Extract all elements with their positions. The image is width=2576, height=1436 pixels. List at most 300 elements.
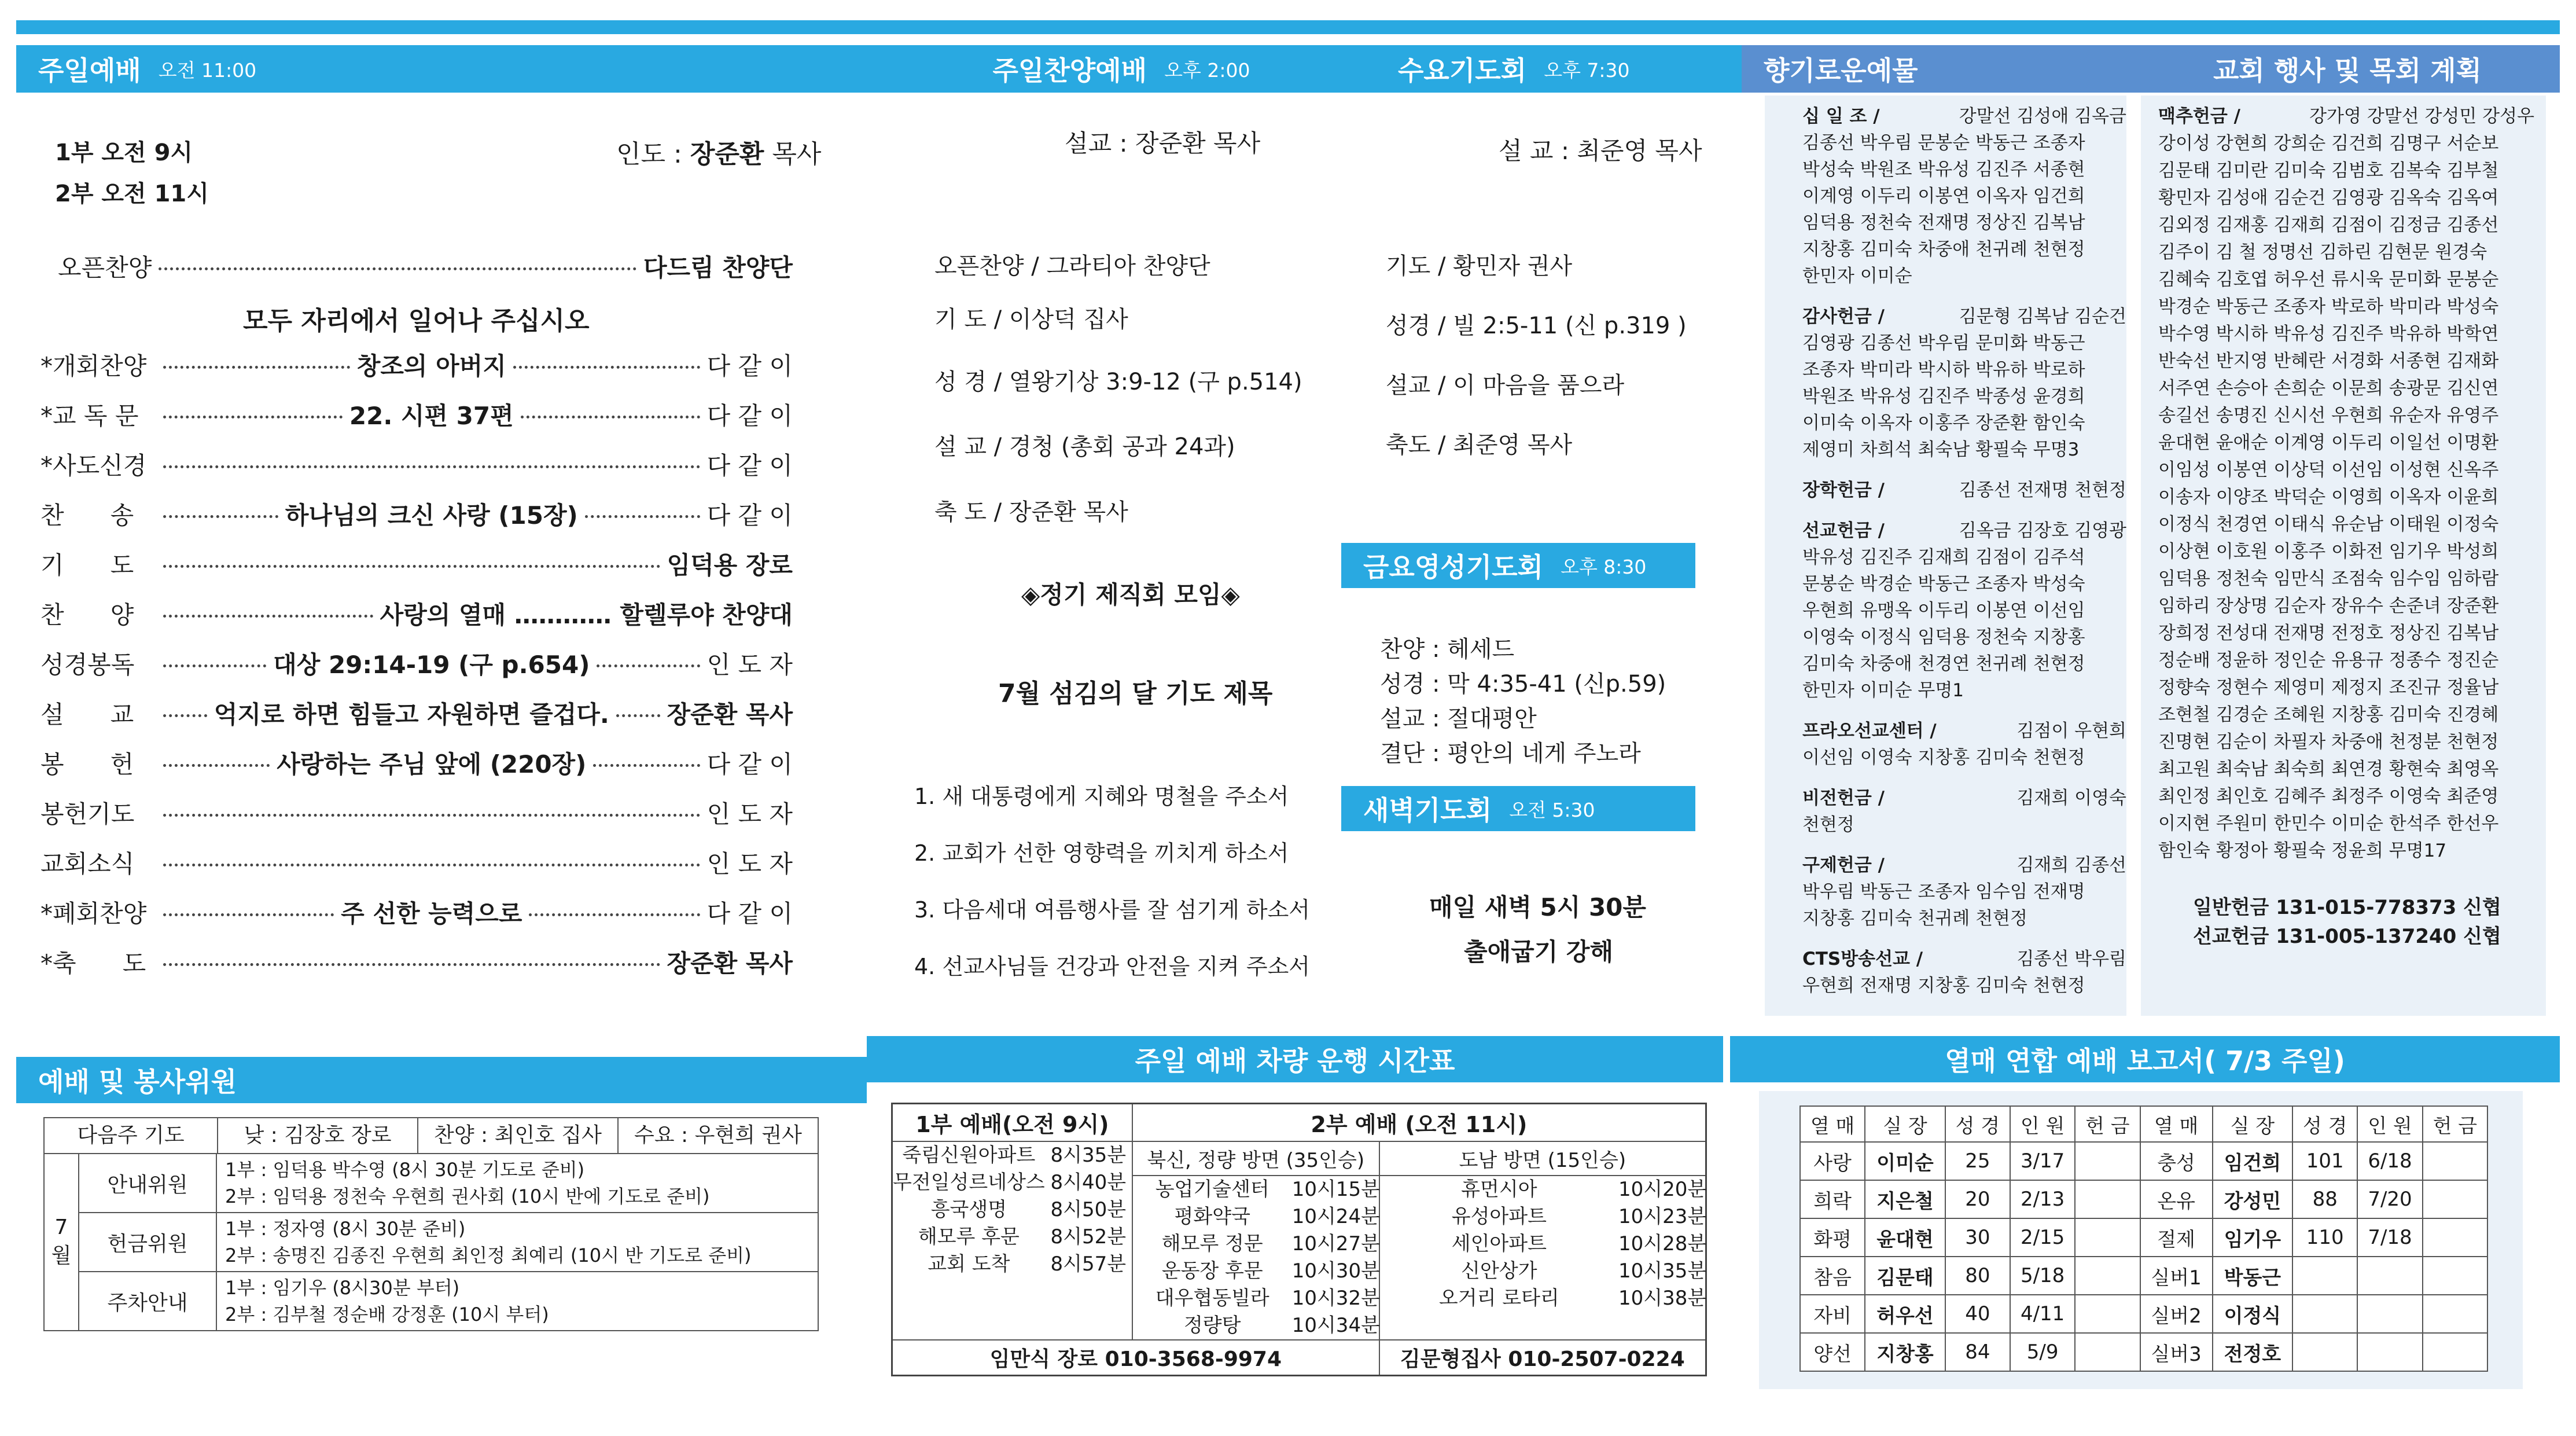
report-cell: 2/13 [2010,1180,2075,1218]
opening-praise-label: 오픈찬양 [58,254,152,282]
bus-second-service-header: 2부 예배 (오전 11시) [1132,1104,1706,1142]
report-cell: 박동근 [2213,1257,2292,1295]
offering-type: 장학헌금 / [1802,480,1885,501]
dawn-schedule: 매일 새벽 5시 30분 [1429,893,1646,921]
bus-stop [1133,1285,1379,1312]
dawn-prayer-header [1341,786,1695,831]
bus-stop-time: 10시35분 [1618,1259,1707,1283]
offering-donors: 이미숙 이옥자 이홍주 장준환 함인숙 [1802,413,2085,434]
report-cell: 참음 [1800,1257,1865,1295]
friday-item: 찬양 : 헤세드 [1380,636,1515,663]
leader-title: 목사 [764,139,822,169]
prayer-topics-title: 7월 섬김의 달 기도 제목 [998,679,1273,708]
report-cell: 5/9 [2010,1333,2075,1371]
order-leader: 다 같 이 [706,501,793,530]
leader-dots [163,615,373,618]
committee-row [79,1271,818,1330]
offering-group [1802,852,2126,932]
thanks-offering-type: 맥추헌금 / [2158,106,2240,127]
bus-title: 주일 예배 차량 운행 시간표 [1135,1045,1455,1077]
offering-group-first-line [1802,103,2126,130]
thanks-offering-donors: 함인숙 황정아 황필숙 정윤희 무명17 [2158,840,2447,861]
order-leader: 임덕용 장로 [667,551,793,579]
report-cell: 7/20 [2357,1180,2422,1218]
offering-donors: 박원조 박유성 김진주 박종성 윤경희 [1802,386,2085,407]
bus-stop-name: 농업기술센터 [1155,1178,1269,1201]
committee-members-line: 1부 : 정자영 (8시 30분 준비) [225,1218,466,1240]
report-cell: 6/18 [2357,1142,2422,1180]
thanks-offering-donors: 서주연 손승아 손희순 이문희 송광문 김신연 [2158,378,2499,399]
bus-stop [1380,1203,1705,1231]
report-column-header: 인 원 [2010,1106,2075,1142]
offering-donors: 김문형 김복남 김순건 [1959,306,2126,327]
order-row [41,546,793,581]
report-cell [2292,1295,2357,1333]
friday-prayer-title: 금요영성기도회 [1363,552,1544,583]
order-label: 봉헌기도 [41,800,135,828]
opening-praise-value: 다드림 찬양단 [643,254,793,282]
friday-item: 결단 : 평안의 네게 주노라 [1380,740,1641,767]
bus-stop-name: 운동장 후문 [1161,1259,1263,1283]
report-title: 열매 연합 예배 보고서( 7/3 주일) [1945,1045,2345,1077]
praise-item: 기 도 / 이상덕 집사 [934,306,1128,333]
bus-driver-2: 김문형집사 010-2507-0224 [1379,1340,1706,1376]
report-cell: 84 [1945,1333,2010,1371]
service-part2: 2부 오전 11시 [55,181,209,207]
offering-type: CTS방송선교 / [1802,949,1923,969]
committee-table [43,1117,819,1331]
report-cell: 5/18 [2010,1257,2075,1295]
leader-dots [597,664,700,667]
bus-route-2-title: 북신, 정량 방면 (35인승) [1133,1142,1379,1176]
bus-stop-time: 10시15분 [1291,1178,1380,1201]
praise-item: 설 교 / 경청 (총회 공과 24과) [934,434,1235,460]
offering-donors: 김종선 박우림 [2016,949,2126,969]
leader-dots [616,714,660,717]
offering-donors: 김영광 김종선 박우림 문미화 박동근 [1802,333,2085,354]
offering-donors: 임덕용 정천숙 전재명 정상진 김복남 [1802,212,2085,233]
committee-role: 주차안내 [79,1272,217,1330]
praise-service-title: 주일찬양예배 [992,55,1147,86]
bus-stop [893,1142,1132,1169]
order-leader: 다 같 이 [706,899,793,928]
report-cell: 지창홍 [1865,1333,1945,1371]
offering-donors: 지창홍 김미숙 천귀례 천현정 [1802,908,2027,929]
thanks-offering-donors: 최인정 최인호 김혜주 최정주 이영숙 최준영 [2158,786,2499,807]
thanks-offering-donors: 윤대현 윤애순 이계영 이두리 이일선 이명환 [2158,432,2499,453]
committee-members [217,1154,818,1212]
thanks-offering-donors: 박경순 박동근 조종자 박로하 박미라 박성숙 [2158,296,2499,317]
praise-item: 축 도 / 장준환 목사 [934,499,1128,526]
offering-donors: 제영미 차희석 최숙남 황필숙 무명3 [1802,439,2080,460]
bus-stop-name: 휴먼시아 [1461,1178,1537,1201]
wednesday-item: 축도 / 최준영 목사 [1386,432,1573,458]
thanks-offering-donors: 반숙선 반지영 반혜란 서경화 서종현 김재화 [2158,351,2499,372]
order-label: 봉 헌 [41,750,134,778]
report-cell [2075,1218,2140,1257]
thanks-offering-donors: 김외정 김재홍 김재희 김점이 김정금 김종선 [2158,215,2499,236]
committee-members-line: 1부 : 임덕용 박수영 (8시 30분 기도로 준비) [225,1159,585,1181]
bus-stop [1380,1285,1705,1312]
thanks-offering-donors: 강가영 강말선 강성민 강성우 [2309,106,2534,127]
report-cell: 김문태 [1865,1257,1945,1295]
offering-group-first-line [1802,477,2126,504]
bus-stop [1133,1258,1379,1285]
report-cell [2357,1295,2422,1333]
order-label: *폐회찬양 [41,899,147,928]
report-column-header: 인 원 [2357,1106,2422,1142]
bus-stop-time: 10시24분 [1291,1205,1380,1228]
report-cell: 실버3 [2140,1333,2213,1371]
offering-donors: 박우림 박동근 조종자 임수임 전재명 [1802,882,2085,902]
order-label: 성경봉독 [41,651,135,679]
order-row [41,845,793,880]
report-cell: 80 [1945,1257,2010,1295]
committee-row [79,1212,818,1271]
thanks-offering-donors: 황민자 김성애 김순건 김영광 김옥숙 김옥여 [2158,188,2499,208]
thanks-offering-donors: 송길선 송명진 신시선 우현희 유순자 유영주 [2158,405,2499,426]
order-label: 교회소식 [41,850,135,878]
offering-donors: 조종자 박미라 박시하 박유하 박로하 [1802,359,2085,380]
offering-type: 선교헌금 / [1802,520,1885,541]
report-header [1730,1036,2560,1082]
report-cell [2075,1333,2140,1371]
bus-stop [1133,1312,1379,1339]
leader-dots [163,416,343,418]
order-label: *교 독 문 [41,402,139,430]
order-leader: 다 같 이 [706,352,793,380]
offering-donors: 김점이 우현희 [2016,721,2126,741]
order-row [41,945,793,979]
prayer-topic: 2. 교회가 선한 영향력을 끼치게 하소서 [914,840,1289,866]
report-cell [2292,1333,2357,1371]
leader-label: 인도 : [616,139,690,169]
report-cell: 임건희 [2213,1142,2292,1180]
prayer-topic: 1. 새 대통령에게 지혜와 명철을 주소서 [914,784,1289,809]
report-cell [2423,1142,2487,1180]
offering-donors: 이선임 이영숙 지창홍 김미숙 천현정 [1802,747,2085,768]
bus-route-3 [1379,1141,1706,1340]
mission-account: 선교헌금 131-005-137240 신협 [2193,925,2501,948]
bus-stop-time: 10시27분 [1291,1232,1380,1255]
dawn-prayer-time: 오전 5:30 [1509,798,1595,821]
thanks-offering-donors: 최고원 최숙남 최숙희 최연경 황현숙 최영옥 [2158,759,2499,780]
thanks-offering-block [2158,103,2534,865]
bus-stop-name: 해모루 후문 [918,1225,1020,1248]
friday-prayer-time: 오후 8:30 [1561,555,1647,578]
order-item: 창조의 아버지 [356,352,506,380]
bus-stop-time: 10시20분 [1618,1178,1707,1201]
next-week-prayer-row [43,1117,819,1154]
report-cell: 사랑 [1800,1142,1865,1180]
order-row [41,347,793,382]
friday-prayer-header [1341,543,1695,588]
order-label: 설 교 [41,700,134,729]
offering-group [1802,718,2126,771]
report-column-header: 실 장 [1865,1106,1945,1142]
thanks-offering-donors: 정순배 정윤하 정인순 유용규 정종수 정진순 [2158,650,2499,671]
bus-stop [1380,1231,1705,1258]
order-row [41,795,793,830]
report-row [1800,1218,2487,1257]
report-cell: 허우선 [1865,1295,1945,1333]
bus-stop-name: 흥국생명 [930,1198,1007,1221]
committee-row [79,1154,818,1212]
leader-name: 장준환 [690,139,764,169]
report-table [1799,1106,2488,1372]
wednesday-prayer-header [1376,45,1742,93]
offering-donors: 문봉순 박경순 박동근 조종자 박성숙 [1802,574,2085,594]
bus-stop [1380,1176,1705,1203]
order-item: 주 선한 능력으로 [341,899,522,928]
prayer-topic: 3. 다음세대 여름행사를 잘 섬기게 하소서 [914,897,1310,923]
council-meeting: ◈정기 제직회 모임◈ [1021,581,1240,609]
report-column-header: 열 매 [1800,1106,1865,1142]
report-row [1800,1142,2487,1180]
thanks-offering-donors: 임하리 장상명 김순자 장유수 손준녀 장준환 [2158,596,2499,616]
thanks-offering-donors: 이상현 이호원 이홍주 이화전 임기우 박성희 [2158,541,2499,562]
leader-dots [163,366,350,369]
order-row [41,646,793,681]
order-leader: 인 도 자 [706,800,793,828]
prayer-topic: 4. 선교사님들 건강과 안전을 지켜 주소서 [914,954,1310,979]
committee-members-line: 2부 : 김부철 정순배 강정훈 (10시 부터) [225,1303,549,1325]
bus-route-3-stops [1380,1176,1705,1312]
order-leader: 다 같 이 [706,402,793,430]
committee-members [217,1272,818,1330]
report-cell: 전정호 [2213,1333,2292,1371]
report-cell: 절제 [2140,1218,2213,1257]
friday-item: 성경 : 막 4:35-41 (신p.59) [1380,671,1666,697]
report-column-header: 헌 금 [2075,1106,2140,1142]
offering-group [1802,303,2126,463]
leader-dots [163,714,207,717]
bus-route-3-title: 도남 방면 (15인승) [1380,1142,1705,1176]
offering-donors: 강말선 김성애 김옥금 [1959,106,2126,127]
offering-group-first-line [1802,785,2126,811]
offering-type: 프라오선교센터 / [1802,721,1937,741]
bus-stop [893,1196,1132,1224]
report-cell [2423,1295,2487,1333]
report-cell [2075,1180,2140,1218]
praise-item: 오픈찬양 / 그라티아 찬양단 [934,253,1210,280]
committee-body [43,1154,819,1331]
sunday-service-time: 오전 11:00 [158,58,257,82]
offering-donors: 천현정 [1802,814,1854,835]
committee-members-line: 1부 : 임기우 (8시30분 부터) [225,1277,460,1299]
events-title: 교회 행사 및 목회 계획 [2213,55,2482,86]
report-header-row [1800,1106,2487,1142]
order-row [41,895,793,930]
bus-stop-time: 8시35분 [1050,1144,1127,1167]
bus-stop-name: 해모루 정문 [1161,1232,1263,1255]
offering-donors: 지창홍 김미숙 차중애 천귀례 천현정 [1802,239,2085,260]
thanks-offering-first-line [2158,103,2534,130]
report-cell: 자비 [1800,1295,1865,1333]
bus-stop-time: 10시23분 [1618,1205,1707,1228]
thanks-offering-donors: 박수영 박시하 박유성 김진주 박유하 박학연 [2158,324,2499,344]
month-label: 7 월 [45,1154,79,1330]
report-cell [2423,1333,2487,1371]
report-cell: 2/15 [2010,1218,2075,1257]
report-cell [2075,1295,2140,1333]
bus-stop-name: 유성아파트 [1451,1205,1547,1228]
offering-donors: 김종선 전재명 천현정 [1959,480,2126,501]
report-column-header: 헌 금 [2423,1106,2487,1142]
offering-donors: 김종선 박우림 문봉순 박동근 조종자 [1802,133,2085,153]
report-row [1800,1180,2487,1218]
order-label: 찬 양 [41,601,134,629]
bus-driver-1: 임만식 장로 010-3568-9974 [892,1340,1379,1376]
events-header [2135,45,2560,93]
sunday-service-title: 주일예배 [38,55,141,86]
bus-stop [893,1169,1132,1196]
leader-dots [521,416,700,418]
thanks-offering-donors: 장희정 전성대 전재명 전정호 정상진 김복남 [2158,623,2499,644]
offering-group [1802,477,2126,504]
service-part1: 1부 오전 9시 [55,139,193,166]
bus-stop-time: 10시34분 [1291,1314,1380,1337]
praise-service-header [867,45,1376,93]
offering-donors: 박성숙 박원조 박유성 김진주 서종현 [1802,159,2085,180]
report-cell: 이미순 [1865,1142,1945,1180]
report-cell [2357,1257,2422,1295]
offering-group-first-line [1802,946,2126,972]
offering-header [1742,45,2135,93]
report-column-header: 열 매 [2140,1106,2213,1142]
bus-stop-name: 대우협동빌라 [1155,1287,1269,1310]
offering-type: 구제헌금 / [1802,855,1885,876]
report-cell: 온유 [2140,1180,2213,1218]
wednesday-item: 기도 / 황민자 권사 [1386,253,1573,280]
order-label: *사도신경 [41,451,147,480]
report-cell: 강성민 [2213,1180,2292,1218]
order-item: 하나님의 크신 사랑 (15장) [285,501,578,530]
praise-item: 성 경 / 열왕기상 3:9-12 (구 p.514) [934,369,1302,395]
order-leader: 다 같 이 [706,451,793,480]
committee-rows [79,1154,818,1330]
report-cell: 20 [1945,1180,2010,1218]
offering-group-first-line [1802,718,2126,744]
offering-title: 향기로운예물 [1764,55,1918,86]
bus-stop [893,1251,1132,1278]
report-cell [2423,1218,2487,1257]
leader-dots [513,366,700,369]
bus-route-1 [892,1141,1132,1340]
bus-stop-time: 10시28분 [1618,1232,1707,1255]
praise-sermon: 설교 : 장준환 목사 [1065,129,1261,157]
bus-stop-name: 오거리 로타리 [1438,1287,1559,1310]
leader-dots [529,913,700,916]
offering-donors: 이계영 이두리 이봉연 이옥자 임건희 [1802,186,2085,207]
report-cell: 실버1 [2140,1257,2213,1295]
order-item: 사랑의 열매 ………… 할렐루야 찬양대 [380,601,793,629]
order-row [41,497,793,531]
order-leader: 인 도 자 [706,850,793,878]
bus-stop-time: 8시52분 [1050,1225,1127,1248]
report-cell [2423,1180,2487,1218]
order-item: 22. 시편 37편 [349,402,514,430]
bus-stop-time: 8시57분 [1050,1253,1127,1276]
report-column-header: 성 경 [2292,1106,2357,1142]
offering-donors: 이영숙 이정식 임덕용 정천숙 지창홍 [1802,627,2085,648]
report-cell [2075,1142,2140,1180]
leader-dots [163,465,700,468]
order-row [41,696,793,730]
order-row [41,397,793,432]
thanks-offering-donors: 정향숙 정현수 제영미 제정지 조진규 정율남 [2158,677,2499,698]
order-leader: 장준환 목사 [667,949,793,978]
offering-donors: 김옥금 김장호 김영광 [1959,520,2126,541]
report-column-header: 실 장 [2213,1106,2292,1142]
report-cell: 30 [1945,1218,2010,1257]
report-cell: 화평 [1800,1218,1865,1257]
order-label: *축 도 [41,949,146,978]
offering-donors: 한민자 이미순 [1802,266,1912,287]
leader-dots [163,864,700,866]
offering-group-first-line [1802,852,2126,879]
friday-item: 설교 : 절대평안 [1380,706,1537,732]
leader-dots [163,515,278,518]
thanks-offering-donors: 조현철 김경순 조혜원 지창홍 김미숙 진경혜 [2158,704,2499,725]
offering-donors: 김미숙 차중애 천경연 천귀례 천현정 [1802,653,2085,674]
committee-title: 예배 및 봉사위원 [38,1066,237,1097]
bus-header [867,1036,1723,1082]
order-item: 억지로 하면 힘들고 자원하면 즐겁다. [214,700,609,729]
offering-donors: 우현희 유맹옥 이두리 이봉연 이선임 [1802,600,2085,621]
bus-stop [1133,1203,1379,1231]
bus-stop-name: 평화약국 [1174,1205,1250,1228]
bus-stop-time: 10시38분 [1618,1287,1707,1310]
bus-stop-name: 교회 도착 [928,1253,1010,1276]
report-cell: 3/17 [2010,1142,2075,1180]
top-accent-bar [16,20,2560,34]
next-week-praise: 찬양 : 최인호 집사 [418,1118,619,1153]
next-week-wednesday: 수요 : 우현희 권사 [634,1123,802,1147]
offering-donors: 박유성 김진주 김재희 김점이 김주석 [1802,547,2085,568]
offering-group-first-line [1802,303,2126,330]
leader-dots [585,515,700,518]
offering-group [1802,517,2126,704]
committee-role: 헌금위원 [79,1213,217,1271]
order-leader: 인 도 자 [706,651,793,679]
thanks-offering-donors: 강이성 강현희 강희순 김건희 김명구 서순보 [2158,133,2499,154]
bus-first-service-header: 1부 예배(오전 9시) [892,1104,1132,1142]
dawn-prayer-title: 새벽기도회 [1363,795,1492,826]
wednesday-item: 성경 / 빌 2:5-11 (신 p.319 ) [1386,313,1687,339]
report-cell [2423,1257,2487,1295]
offering-group-first-line [1802,517,2126,544]
order-label: 기 도 [41,551,134,579]
report-cell [2075,1257,2140,1295]
bus-stop-name: 죽림신원아파트 [902,1144,1036,1167]
thanks-offering-donors: 김문태 김미란 김미숙 김범호 김복숙 김부철 [2158,160,2499,181]
opening-praise-row [58,249,793,284]
committee-members [217,1213,818,1271]
report-cell: 110 [2292,1218,2357,1257]
committee-role: 안내위원 [79,1154,217,1212]
report-cell: 희락 [1800,1180,1865,1218]
bus-stop-name: 세인아파트 [1451,1232,1547,1255]
bus-stop [1380,1258,1705,1285]
bus-stop-name: 무전일성르네상스 [893,1171,1045,1194]
bus-stop-name: 정량탕 [1183,1314,1241,1337]
general-account: 일반헌금 131-015-778373 신협 [2193,896,2501,919]
report-cell: 4/11 [2010,1295,2075,1333]
order-label: *개회찬양 [41,352,147,380]
offering-type: 비전헌금 / [1802,788,1885,809]
bus-table [891,1103,1707,1376]
